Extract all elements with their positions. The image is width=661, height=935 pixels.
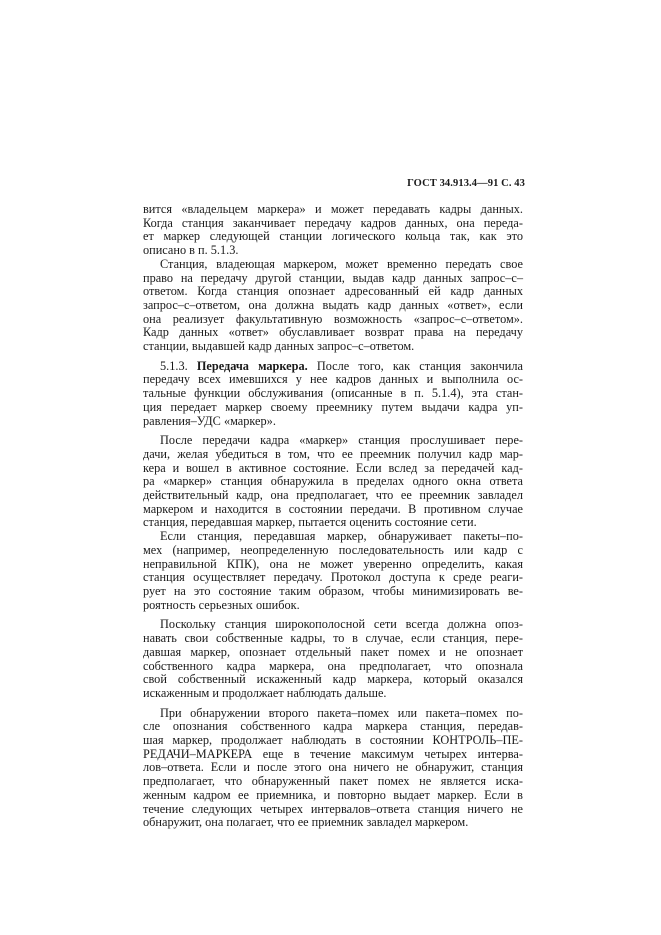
paragraph-4 — [143, 434, 523, 530]
paragraph-5 — [143, 530, 523, 612]
text-line: право на передачу другой станции, выдав кадр данных запрос–с– — [143, 270, 523, 285]
text-line: ра «маркер» станция обнаружила в пределах одного окна ответа — [143, 474, 523, 489]
text-line: лов–ответа. Если и после этого она ничего не обнаружит, станция — [143, 760, 523, 775]
text-line: запрос–с–ответом, она должна выдать кадр данных «ответ», если — [143, 297, 523, 312]
text-line: станции, выдавшей кадр данных запрос–с–ответом. — [143, 339, 415, 354]
section-heading-line — [143, 360, 523, 374]
body-text — [143, 203, 523, 830]
text-line: она реализует факультативную возможность «запрос–с–ответом». — [143, 311, 523, 326]
text-line: Кадр данных «ответ» обуславливает возврат права на передачу — [143, 325, 523, 340]
text-line: После передачи кадра «маркер» станция прослушивает пере- — [160, 433, 523, 448]
text-line: неправильной КПК), она не может уверенно определить, какая — [143, 556, 523, 571]
text-line: действительный кадр, она предполагает, что ее преемник завладел — [143, 488, 523, 503]
text-line: тальные функции обслуживания (описанные в п. 5.1.4), эта стан- — [143, 386, 523, 401]
text-line: При обнаружении второго пакета–помех или пакета–помех по- — [160, 705, 523, 720]
text-line: станция осуществляет передачу. Протокол доступа к среде реаги- — [143, 570, 523, 585]
text-line: сле опознания собственного кадра маркера станция, передав- — [143, 719, 523, 734]
text-line: ответом. Когда станция опознает адресованный ей кадр данных — [143, 284, 523, 299]
text-line: искаженным и продолжает наблюдать дальше. — [143, 685, 387, 700]
text-line: женным кадром ее приемника, и повторно выдает маркер. Если в — [143, 787, 523, 802]
text-line: Поскольку станция широкополосной сети всегда должна опоз- — [160, 617, 523, 632]
text-line: роятность серьезных ошибок. — [143, 597, 300, 612]
text-line: собственного кадра маркера, она предполагает, что опознала — [143, 658, 523, 673]
text-line: передачу всех имевшихся у нее кадров данных и выполнила ос- — [143, 372, 523, 387]
text-line: РЕДАЧИ–МАРКЕРА еще в течение максимум четырех интерва- — [143, 746, 523, 761]
text-line: Станция, владеющая маркером, может временно передать свое — [160, 256, 523, 271]
text-line: ет маркер следующей станции логического кольца так, как это — [143, 229, 523, 244]
text-line: течение следующих четырех интервалов–ответа станция ничего не — [143, 801, 523, 816]
text-line: навать свои собственные кадры, то в случае, если станция, пере- — [143, 631, 523, 646]
paragraph-7 — [143, 707, 523, 830]
text-line: маркером и находится в состоянии передачи. В противном случае — [143, 501, 523, 516]
text-line: кера и вошел в активное состояние. Если вслед за передачей кад- — [143, 460, 523, 475]
text-line: давшая маркер, опознает отдельный пакет помех и не опознает — [143, 644, 523, 659]
section-number: 5.1.3. — [160, 358, 188, 373]
text-line: мех (например, неопределенную последовательность или кадр с — [143, 542, 523, 557]
section-title: Передача маркера. — [196, 358, 308, 373]
paragraph-2 — [143, 258, 523, 354]
text-line: обнаружит, она полагает, что ее приемник завладел маркером. — [143, 815, 469, 830]
text-line: Когда станция заканчивает передачу кадров данных, она переда- — [143, 215, 523, 230]
text-line: предполагает, что обнаруженный пакет помех не является иска- — [143, 774, 523, 789]
text-line: равления–УДС «маркер». — [143, 413, 276, 428]
paragraph-6 — [143, 618, 523, 700]
text-line: станция, передавшая маркер, пытается оценить состояние сети. — [143, 515, 477, 530]
section-5-1-3 — [143, 360, 523, 429]
text-line: описано в п. 5.1.3. — [143, 243, 239, 258]
text-line: рует на это состояние таким образом, чтобы минимизировать ве- — [143, 583, 523, 598]
running-head: ГОСТ 34.913.4—91 С. 43 — [407, 178, 525, 189]
text-line: вится «владельцем маркера» и может передавать кадры данных. — [143, 202, 523, 216]
section-first-line: После того, как станция закончила — [316, 358, 523, 373]
text-line: Если станция, передавшая маркер, обнаруживает пакеты–по- — [160, 529, 523, 544]
text-line: свой собственный искаженный кадр маркера, который оказался — [143, 672, 523, 687]
paragraph-1 — [143, 203, 523, 258]
text-line: шая маркер, продолжает наблюдать в состоянии КОНТРОЛЬ–ПЕ- — [143, 733, 523, 748]
text-line: ция передает маркер своему преемнику путем выдачи кадра уп- — [143, 399, 523, 414]
text-line: дачи, желая убедиться в том, что ее преемник получил кадр мар- — [143, 446, 523, 461]
